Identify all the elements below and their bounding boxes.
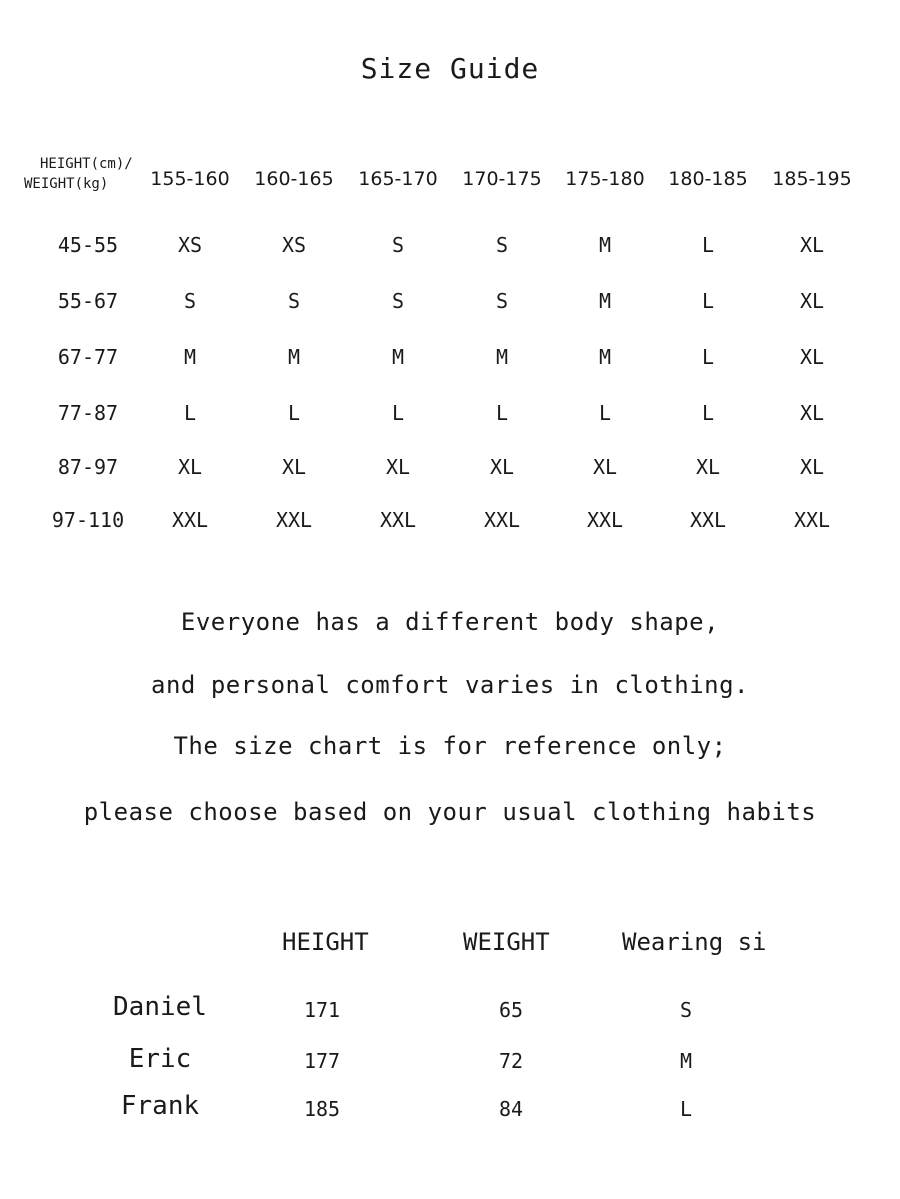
- height-header: 185-195: [772, 168, 852, 190]
- person-height: 177: [303, 1049, 341, 1073]
- size-cell: XL: [385, 455, 411, 479]
- size-cell: XL: [281, 455, 307, 479]
- person-size: M: [679, 1049, 693, 1073]
- page-title: Size Guide: [360, 52, 540, 85]
- size-cell: XXL: [379, 508, 417, 532]
- size-column-header: Wearing si: [622, 928, 767, 956]
- size-cell: L: [701, 345, 715, 369]
- weight-label: 77-87: [57, 401, 119, 425]
- person-size: S: [679, 998, 693, 1022]
- weight-label: 97-110: [51, 508, 125, 532]
- size-cell: M: [391, 345, 405, 369]
- size-cell: S: [495, 289, 509, 313]
- table-corner-label: [18, 154, 148, 194]
- size-cell: XXL: [689, 508, 727, 532]
- person-height: 185: [303, 1097, 341, 1121]
- weight-label: 45-55: [57, 233, 119, 257]
- size-cell: M: [495, 345, 509, 369]
- size-cell: L: [701, 233, 715, 257]
- person-height: 171: [303, 998, 341, 1022]
- height-header: 165-170: [358, 168, 438, 190]
- size-cell: S: [391, 289, 405, 313]
- size-cell: XXL: [275, 508, 313, 532]
- person-weight: 65: [498, 998, 524, 1022]
- size-cell: XL: [489, 455, 515, 479]
- height-column-header: HEIGHT: [282, 928, 369, 956]
- person-weight: 72: [498, 1049, 524, 1073]
- weight-label: 87-97: [57, 455, 119, 479]
- size-cell: XL: [695, 455, 721, 479]
- person-name: Daniel: [113, 992, 207, 1022]
- person-weight: 84: [498, 1097, 524, 1121]
- height-header: 170-175: [462, 168, 542, 190]
- height-header: 160-165: [254, 168, 334, 190]
- person-size: L: [679, 1097, 693, 1121]
- size-cell: XXL: [793, 508, 831, 532]
- height-header: 155-160: [150, 168, 230, 190]
- size-cell: S: [391, 233, 405, 257]
- size-cell: S: [495, 233, 509, 257]
- size-cell: XS: [281, 233, 307, 257]
- weight-unit-label: WEIGHT(kg): [24, 176, 109, 192]
- weight-column-header: WEIGHT: [463, 928, 550, 956]
- disclaimer-line: Everyone has a different body shape,: [180, 608, 720, 636]
- size-cell: XXL: [586, 508, 624, 532]
- size-cell: XL: [799, 401, 825, 425]
- height-header: 175-180: [565, 168, 645, 190]
- size-cell: XL: [799, 289, 825, 313]
- weight-label: 67-77: [57, 345, 119, 369]
- height-header: 180-185: [668, 168, 748, 190]
- size-cell: M: [598, 345, 612, 369]
- size-cell: XL: [592, 455, 618, 479]
- size-cell: XL: [177, 455, 203, 479]
- size-cell: L: [701, 401, 715, 425]
- size-cell: M: [183, 345, 197, 369]
- size-cell: L: [598, 401, 612, 425]
- size-cell: XXL: [483, 508, 521, 532]
- size-cell: L: [287, 401, 301, 425]
- size-cell: L: [701, 289, 715, 313]
- height-unit-label: HEIGHT(cm)/: [40, 156, 133, 172]
- disclaimer-line: The size chart is for reference only;: [173, 732, 727, 760]
- person-name: Frank: [120, 1091, 200, 1121]
- size-cell: M: [598, 289, 612, 313]
- size-cell: XL: [799, 455, 825, 479]
- size-cell: L: [391, 401, 405, 425]
- disclaimer-line: and personal comfort varies in clothing.: [151, 671, 749, 699]
- size-cell: M: [287, 345, 301, 369]
- person-name: Eric: [128, 1044, 192, 1074]
- size-cell: S: [183, 289, 197, 313]
- disclaimer-line: please choose based on your usual clothing habits: [83, 798, 817, 826]
- size-cell: XL: [799, 345, 825, 369]
- size-cell: S: [287, 289, 301, 313]
- size-cell: XS: [177, 233, 203, 257]
- size-cell: L: [495, 401, 509, 425]
- weight-label: 55-67: [57, 289, 119, 313]
- size-cell: XXL: [171, 508, 209, 532]
- size-cell: XL: [799, 233, 825, 257]
- size-cell: M: [598, 233, 612, 257]
- size-cell: L: [183, 401, 197, 425]
